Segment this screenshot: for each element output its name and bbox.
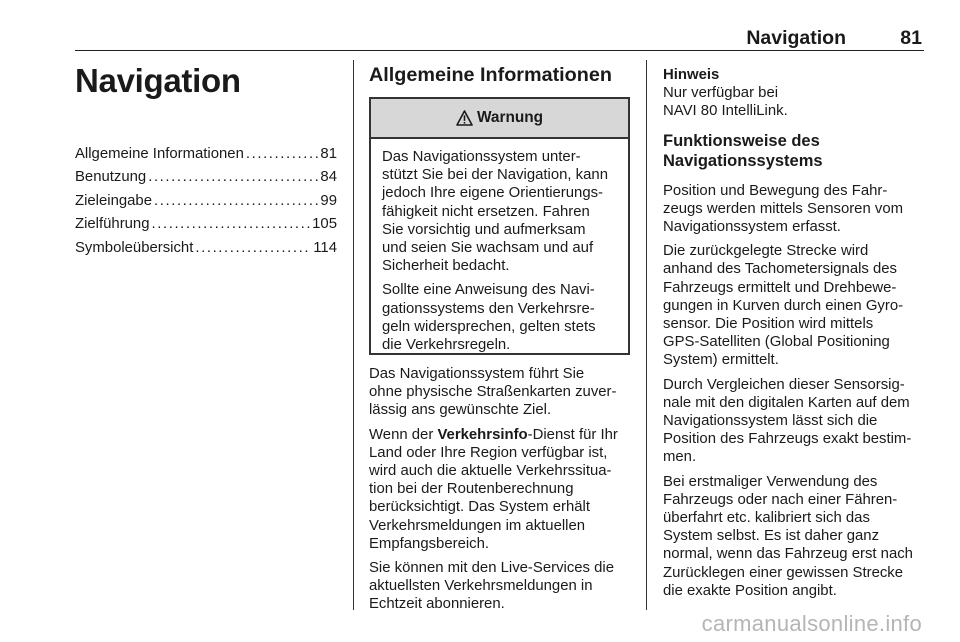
toc-leader-dots [195,237,311,260]
note-title: Hinweis [663,67,720,83]
page-number: 81 [900,27,922,49]
table-of-contents [75,143,337,260]
toc-entry-page: 99 [320,192,337,209]
toc-leader-dots [152,213,311,236]
body-paragraph: Sie können mit den Live-Services die aktuellsten Verkehrsmeldungen in Echtzeit abonnieren. [369,560,614,613]
toc-entry-label: Allgemeine Informationen [75,146,244,162]
toc-entry-page: 114 [313,239,337,256]
warning-paragraph: Sollte eine Anweisung des Navi- gationssystems den Verkehrsre- geln widersprechen, gelten stets die Verkehrsregeln. [382,282,596,354]
column-divider-1 [353,60,354,610]
toc-leader-dots [148,166,318,189]
toc-leader-dots [154,190,318,213]
body-paragraph: Bei erstmaliger Verwendung des Fahrzeugs oder nach einer Fähren- überfahrt etc. kalibriert sich das System selbst. Es ist daher ganz normal, wenn das Fahrzeug erst nach Zurücklegen einer gewissen Strecke die exakte Position angibt. [663,473,913,599]
toc-entry[interactable] [75,143,337,166]
header-rule [75,50,924,51]
toc-entry-page: 105 [312,216,337,233]
section-title: Allgemeine Informationen [369,64,612,86]
body-paragraph: Die zurückgelegte Strecke wird anhand des Tachometersignals des Fahrzeugs ermittelt und Drehbewe- gungen in Kurven durch einen Gyro- sensor. Die Position wird mittels GPS-Satelliten (Global Positioning System) ermittelt. [663,243,904,369]
toc-entry-page: 81 [320,146,337,162]
note-text: Nur verfügbar bei NAVI 80 IntelliLink. [663,85,788,120]
warning-box [369,97,630,355]
section-body [369,365,634,620]
body-paragraph: Position und Bewegung des Fahr- zeugs werden mittels Sensoren vom Navigationssystem erfasst. [663,182,904,236]
toc-entry[interactable] [75,237,337,260]
warning-title: Warnung [476,109,544,126]
column-divider-2 [646,60,647,610]
toc-entry[interactable] [75,190,337,213]
toc-entry[interactable] [75,166,337,189]
warning-triangle-icon [456,110,473,126]
toc-leader-dots [246,143,319,166]
text-run: -Dienst für Ihr Land oder Ihre Region verfügbar ist, wird auch die aktuelle Verkehrssitua- tion bei der Routenberechnung berücksichtigt. Das System erhält Verkehrsmeldungen im aktuellen Empfangsbereich. [369,426,618,552]
watermark: carmanualsonline.info [701,611,922,636]
body-paragraph: Durch Vergleichen dieser Sensorsig- nale mit den digitalen Karten auf dem Navigationssystem lässt sich die Position des Fahrzeugs exakt bestim- men. [663,376,912,466]
toc-entry[interactable] [75,213,337,236]
warning-paragraph: Das Navigationssystem unter- stützt Sie bei der Navigation, kann jedoch Ihre eigene Orientierungs- fähigkeit nicht ersetzen. Fahren Sie vorsichtig und aufmerksam und seien Sie wachsam und auf Sicherheit bedacht. [382,149,608,275]
column-three [663,66,929,606]
warning-body [371,139,628,354]
subsection-title: Funktionsweise des Navigationssystems [663,131,823,171]
toc-entry-page: 84 [320,169,337,186]
toc-entry-label: Zielführung [75,216,150,233]
body-paragraph: Das Navigationssystem führt Sie ohne physische Straßenkarten zuver- lässig ans gewünschte Ziel. [369,366,617,419]
warning-header [371,99,628,139]
toc-entry-label: Benutzung [75,169,147,186]
text-run: Wenn der [369,426,438,443]
toc-entry-label: Symboleübersicht [75,239,194,256]
toc-entry-label: Zieleingabe [75,192,152,209]
running-header-title: Navigation [746,27,846,49]
bold-term: Verkehrsinfo [437,426,528,443]
body-paragraph-traffic-info [369,426,634,553]
chapter-title: Navigation [75,62,241,99]
